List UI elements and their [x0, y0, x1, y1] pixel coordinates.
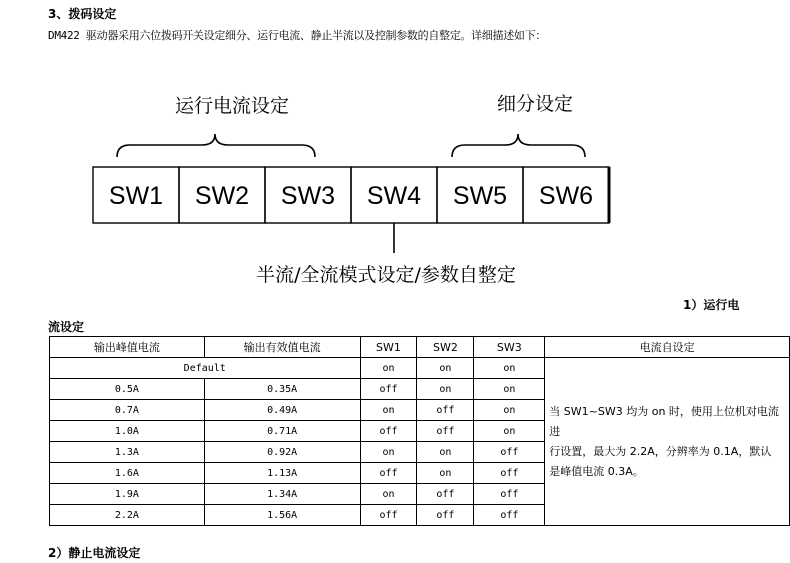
table-cell: 1.13A — [204, 463, 360, 484]
switch-label-sw3: SW3 — [280, 182, 336, 210]
note-line: 是峰值电流 0.3A。 — [549, 464, 644, 478]
table-cell: 0.5A — [50, 379, 205, 400]
table-cell: 1.0A — [50, 421, 205, 442]
table-cell: on — [417, 358, 474, 379]
table-cell: 1.9A — [50, 484, 205, 505]
table-cell: off — [360, 379, 417, 400]
switch-row — [93, 167, 609, 223]
table-cell: on — [417, 379, 474, 400]
table-cell: 0.35A — [204, 379, 360, 400]
table-cell: 1.3A — [50, 442, 205, 463]
section-heading: 3、拨码设定 — [48, 7, 117, 21]
table-cell: off — [474, 463, 545, 484]
table-cell: off — [417, 400, 474, 421]
microstep-brace — [452, 134, 585, 157]
switch-label-sw2: SW2 — [194, 182, 250, 210]
switch-label-sw1: SW1 — [108, 182, 164, 210]
note-line: 行设置，最大为 2.2A，分辨率为 0.1A，默认 — [549, 444, 772, 458]
header-peak-current: 输出峰值电流 — [50, 337, 205, 358]
table-cell: off — [474, 442, 545, 463]
switch-label-sw5: SW5 — [452, 182, 508, 210]
table-cell: on — [360, 358, 417, 379]
header-sw2: SW2 — [417, 337, 474, 358]
table-header-row — [50, 337, 790, 358]
table-cell: on — [417, 442, 474, 463]
table-cell: off — [417, 484, 474, 505]
table-cell: 0.7A — [50, 400, 205, 421]
table-cell: on — [474, 400, 545, 421]
table-cell: 1.6A — [50, 463, 205, 484]
table-cell: off — [360, 463, 417, 484]
running-current-table — [49, 336, 790, 526]
table-cell: 0.49A — [204, 400, 360, 421]
subsection-2-heading: 2）静止电流设定 — [48, 546, 141, 560]
table-cell: off — [474, 484, 545, 505]
subsection-1-heading-part1: 1）运行电 — [683, 298, 740, 312]
default-label: Default — [50, 358, 361, 379]
auto-setting-note — [545, 358, 790, 526]
header-sw1: SW1 — [360, 337, 417, 358]
table-cell: on — [360, 442, 417, 463]
note-line: 当 SW1~SW3 均为 on 时，使用上位机对电流进 — [549, 404, 779, 438]
intro-paragraph: DM422 驱动器采用六位拨码开关设定细分、运行电流、静止半流以及控制参数的自整定。详细描述如下： — [48, 29, 547, 42]
table-cell: off — [417, 421, 474, 442]
table-cell: off — [417, 505, 474, 526]
table-cell: off — [360, 421, 417, 442]
table-cell: off — [360, 505, 417, 526]
table-cell: 0.92A — [204, 442, 360, 463]
header-rms-current: 输出有效值电流 — [204, 337, 360, 358]
half-current-label: 半流/全流模式设定/参数自整定 — [256, 264, 516, 286]
table-cell: off — [474, 505, 545, 526]
table-cell: on — [474, 358, 545, 379]
header-auto-setting: 电流自设定 — [545, 337, 790, 358]
table-cell: on — [474, 421, 545, 442]
table-cell: on — [360, 400, 417, 421]
subsection-1-heading-part2: 流设定 — [48, 320, 85, 334]
table-cell: 0.71A — [204, 421, 360, 442]
microstep-label: 细分设定 — [496, 93, 574, 115]
switch-label-sw4: SW4 — [366, 182, 422, 210]
table-cell: on — [360, 484, 417, 505]
header-sw3: SW3 — [474, 337, 545, 358]
table-cell: on — [474, 379, 545, 400]
table-cell: 2.2A — [50, 505, 205, 526]
running-current-label: 运行电流设定 — [174, 95, 290, 117]
running-current-brace — [117, 134, 315, 157]
switch-label-sw6: SW6 — [538, 182, 594, 210]
table-cell: 1.34A — [204, 484, 360, 505]
table-cell: on — [417, 463, 474, 484]
table-row-default — [50, 358, 790, 379]
table-cell: 1.56A — [204, 505, 360, 526]
